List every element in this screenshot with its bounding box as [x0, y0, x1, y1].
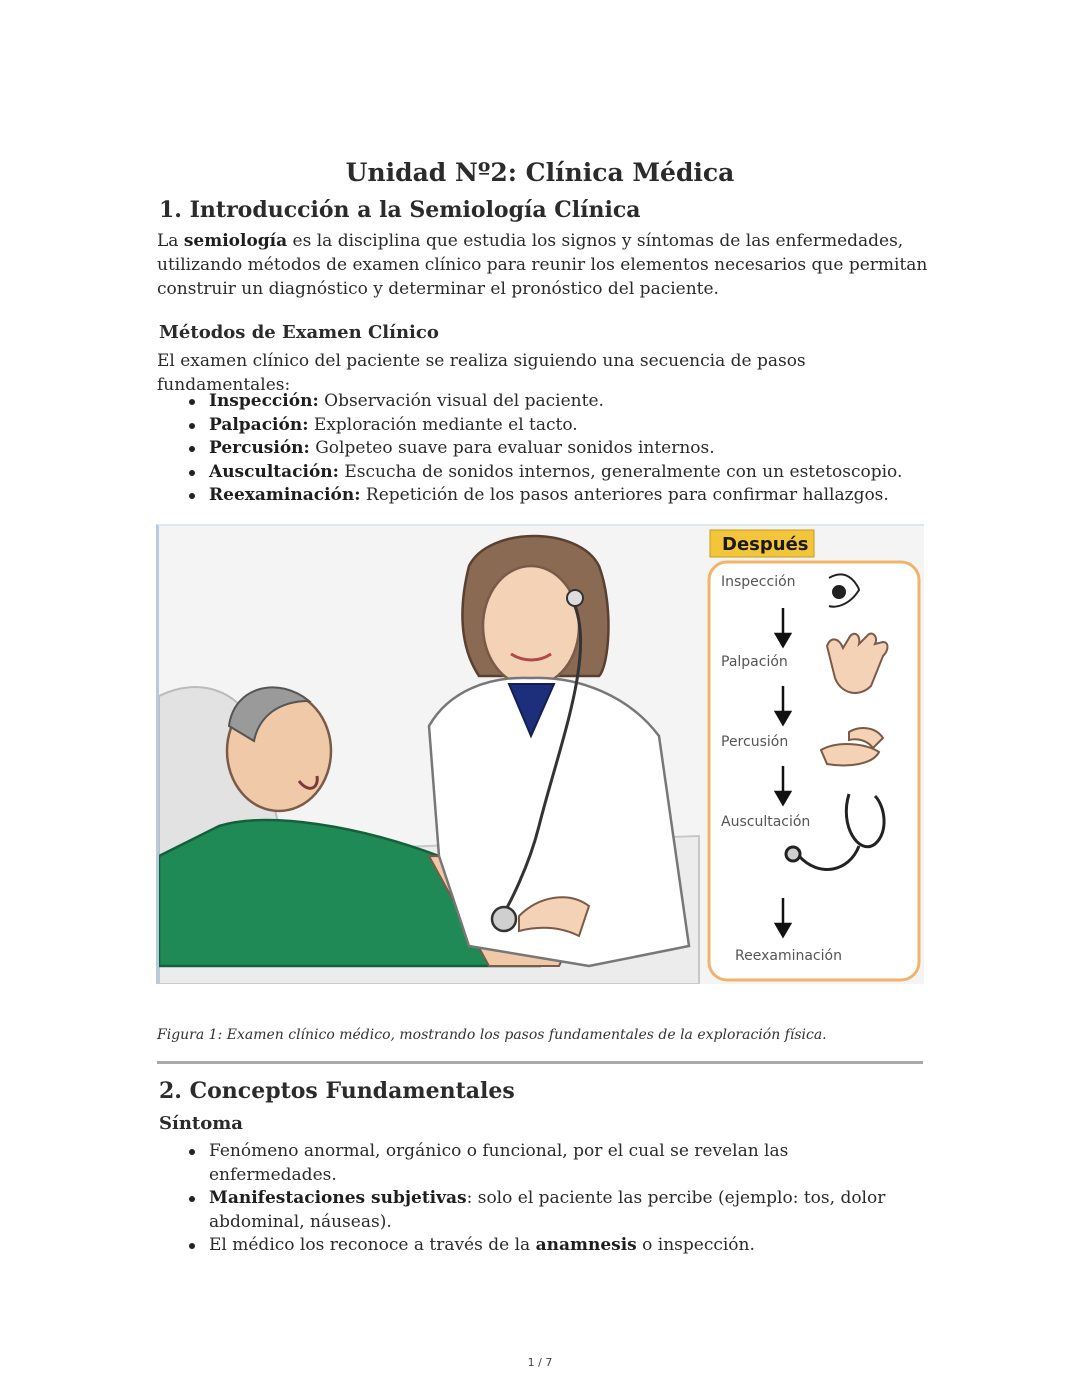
- list-item: Fenómeno anormal, orgánico o funcional, por el cual se revelan las enfermedades.: [182, 1140, 902, 1187]
- exam-illustration: [156, 524, 924, 984]
- section-divider: [157, 1061, 923, 1064]
- step-auscultacion: Auscultación: [721, 814, 811, 830]
- badge-label: Después: [722, 534, 809, 555]
- list-item: Auscultación: Escucha de sonidos internos, generalmente con un estetoscopio.: [182, 461, 902, 485]
- steps-panel: [709, 562, 919, 980]
- step-inspeccion: Inspección: [721, 574, 796, 590]
- sintoma-list: [182, 1140, 902, 1258]
- section-2-heading: 2. Conceptos Fundamentales: [159, 1078, 515, 1104]
- term-semiologia: semiología: [183, 231, 288, 251]
- list-item: Percusión: Golpeteo suave para evaluar sonidos internos.: [182, 437, 902, 461]
- clinical-exam-drawing: [159, 526, 924, 984]
- sintoma-heading: Síntoma: [159, 1113, 243, 1134]
- step-percusion: Percusión: [721, 734, 789, 750]
- methods-lead: El examen clínico del paciente se realiza siguiendo una secuencia de pasos fundamentales:: [157, 351, 806, 395]
- list-item: Inspección: Observación visual del paciente.: [182, 390, 902, 414]
- intro-paragraph: La semiología es la disciplina que estudia los signos y síntomas de las enfermedades, utilizando métodos de examen clínico para reunir los elementos necesarios que permitan construir un diagnóstico y determinar el pronóstico del paciente.: [157, 231, 928, 299]
- list-item: Manifestaciones subjetivas: solo el paciente las percibe (ejemplo: tos, dolor abdominal, náuseas).: [182, 1187, 902, 1234]
- list-item: Palpación: Exploración mediante el tacto.: [182, 414, 902, 438]
- stethoscope-chestpiece: [492, 907, 516, 931]
- step-palpacion: Palpación: [721, 654, 788, 670]
- methods-list: [182, 390, 902, 508]
- page-title: Unidad Nº2: Clínica Médica: [345, 158, 735, 187]
- list-item: Reexaminación: Repetición de los pasos anteriores para confirmar hallazgos.: [182, 484, 902, 508]
- methods-heading: Métodos de Examen Clínico: [159, 322, 439, 343]
- list-item: El médico los reconoce a través de la anamnesis o inspección.: [182, 1234, 902, 1258]
- figure-caption: Figura 1: Examen clínico médico, mostrando los pasos fundamentales de la exploración física.: [157, 1027, 827, 1043]
- page-number: 1 / 7: [527, 1356, 553, 1369]
- doctor-face: [483, 566, 579, 686]
- section-1-heading: 1. Introducción a la Semiología Clínica: [159, 197, 641, 223]
- step-reexaminacion: Reexaminación: [735, 948, 842, 964]
